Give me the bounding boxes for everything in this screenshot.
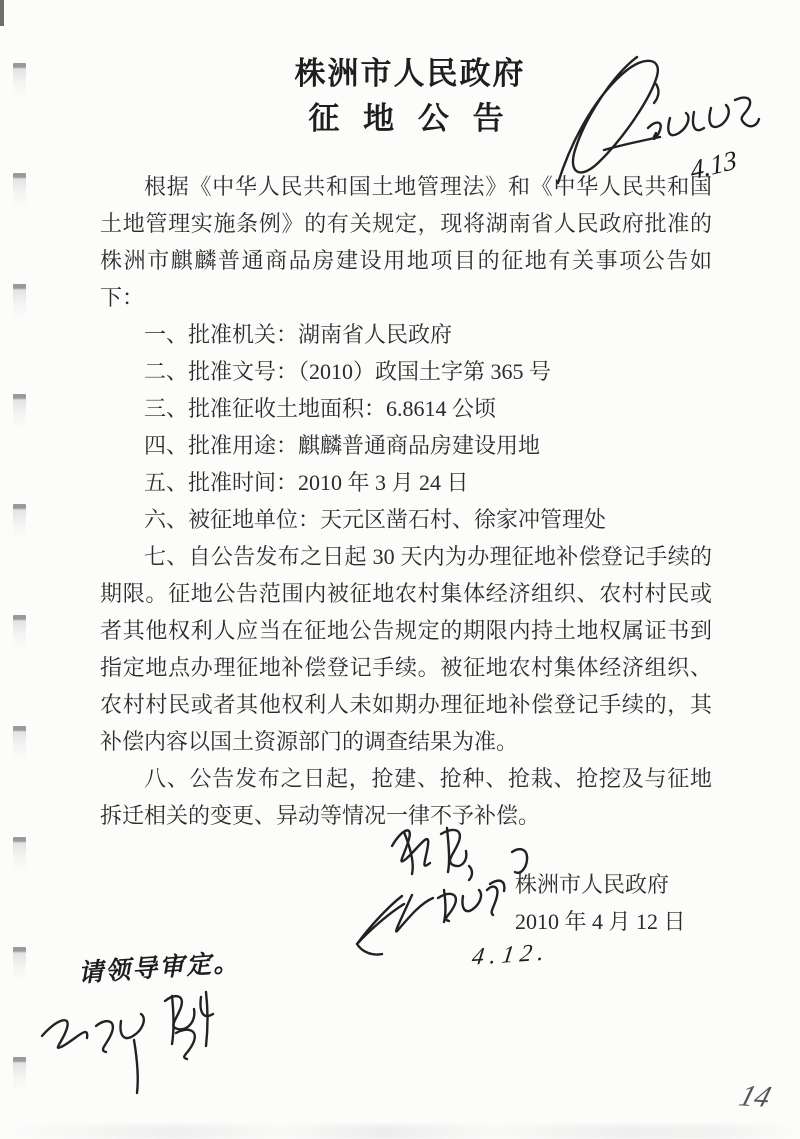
binder-hole-mark bbox=[13, 173, 26, 206]
item-approval-date: 五、批准时间：2010 年 3 月 24 日 bbox=[144, 470, 469, 495]
document-title bbox=[10, 52, 800, 142]
handwritten-date-top: 4.13 bbox=[689, 144, 739, 186]
reviewer-signature-stroke bbox=[42, 992, 213, 1093]
item-land-area: 三、批准征收土地面积：6.8614 公顷 bbox=[144, 396, 497, 421]
paragraph-registration-deadline: 七、自公告发布之日起 30 天内为办理征地补偿登记手续的期限。征地公告范围内被征地农村集体经济组织、农村村民或者其他权利人应当在征地公告规定的期限内持土地权属证书到指定地点办理征地补偿登记手续。被征地农村集体经济组织、农村村民或者其他权利人未如期办理征地补偿登记手续的，其补偿内容以国土资源部门的调查结果为准。 bbox=[100, 544, 712, 754]
scan-bottom-smudge bbox=[0, 1125, 800, 1139]
item-approving-authority: 一、批准机关：湖南省人民政府 bbox=[144, 322, 453, 347]
handwritten-page-number: 14 bbox=[735, 1079, 775, 1114]
intro-paragraph: 根据《中华人民共和国土地管理法》和《中华人民共和国土地管理实施条例》的有关规定，现将湖南省人民政府批准的株洲市麒麟普通商品房建设用地项目的征地有关事项公告如下： bbox=[100, 174, 712, 310]
binder-hole-mark bbox=[13, 284, 26, 317]
binder-hole-mark bbox=[13, 615, 26, 648]
item-affected-units: 六、被征地单位：天元区凿石村、徐家冲管理处 bbox=[144, 507, 607, 532]
item-approved-use: 四、批准用途：麒麟普通商品房建设用地 bbox=[144, 433, 541, 458]
binder-hole-mark bbox=[13, 947, 26, 980]
binder-hole-mark bbox=[13, 1057, 26, 1090]
handwritten-review-note: 请领导审定。 bbox=[77, 949, 241, 988]
issuing-authority-title: 株洲市人民政府 bbox=[294, 56, 526, 91]
item-approval-number: 二、批准文号：（2010）政国土字第 365 号 bbox=[144, 359, 552, 384]
scan-corner-artifact bbox=[0, 0, 4, 26]
binder-hole-mark bbox=[13, 726, 26, 759]
announcement-title: 征 地 公 告 bbox=[308, 101, 512, 136]
approval-signature-stroke bbox=[357, 828, 527, 955]
binder-hole-mark bbox=[13, 394, 26, 427]
handwritten-approval-date: 4.12. bbox=[470, 939, 552, 971]
binder-hole-mark bbox=[13, 837, 26, 870]
signoff-organization: 株洲市人民政府 bbox=[515, 872, 670, 897]
paragraph-no-compensation: 八、公告发布之日起，抢建、抢种、抢栽、抢挖及与征地拆迁相关的变更、异动等情况一律不予补偿。 bbox=[100, 766, 712, 828]
document-body bbox=[100, 168, 712, 834]
signoff-date: 2010 年 4 月 12 日 bbox=[515, 909, 686, 934]
binder-hole-mark bbox=[13, 504, 26, 537]
signoff-block bbox=[515, 866, 686, 940]
